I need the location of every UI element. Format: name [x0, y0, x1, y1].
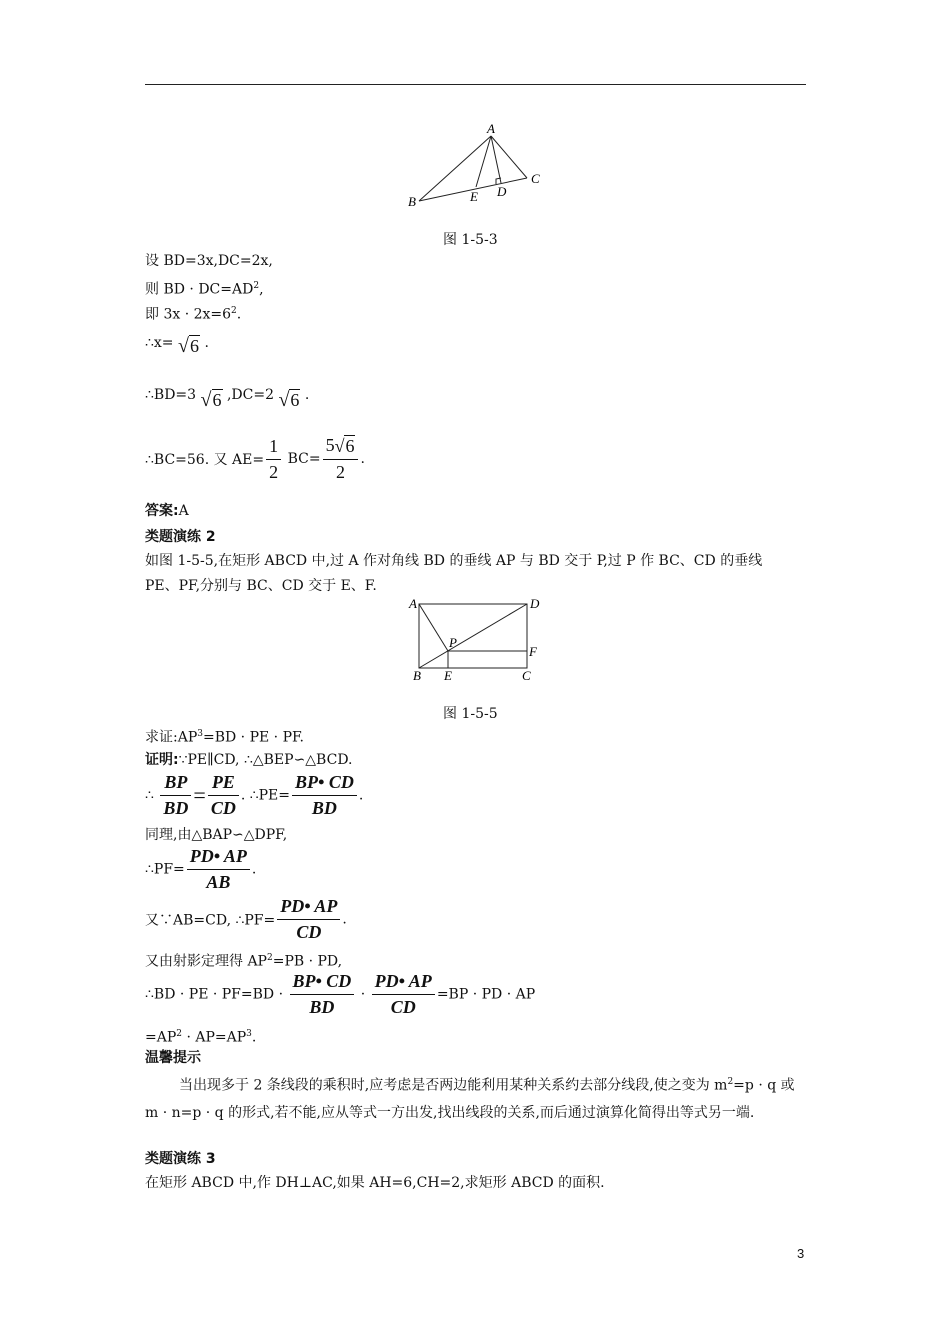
fraction: $\frac{BP• CD}{BD}$	[292, 772, 357, 819]
section-title: 类题演练 2	[145, 529, 216, 545]
text-line: ∴BD · PE · PF=BD · $\frac{BP• CD}{BD}$ · $\frac{PD• AP}{CD}$ =BP · PD · AP	[145, 971, 536, 1017]
figure-1-5-3	[400, 118, 560, 214]
sqrt: √6	[178, 335, 199, 357]
text-line: 则 BD · $DC=AD^2$,	[145, 281, 264, 298]
text-line: ∴BC=56. 又 AE= $\frac{1}{2}$ BC= $\frac{5√6}{2}$ .	[145, 435, 365, 483]
fraction: $\frac{PD• AP}{CD}$	[372, 971, 435, 1018]
fraction: $\frac{PE}{CD}$	[208, 772, 239, 819]
text-line: ∴x= √6 .	[145, 335, 209, 357]
text-line: 即 $3x \cdot 2x=6^2$.	[145, 306, 242, 323]
label-B: B	[413, 668, 421, 683]
text-line: ∴BD=3 √6 ,DC=2 √6 .	[145, 387, 310, 411]
label-A: A	[409, 596, 417, 611]
text-line: 设 BD=3x,DC=2x,	[145, 253, 273, 269]
label-A: A	[487, 121, 495, 136]
label-C: C	[531, 171, 540, 186]
figure-1-5-5	[405, 594, 550, 686]
text-line: 求证$:AP^3=BD$ · PE · PF.	[145, 729, 304, 746]
fraction: $\frac{BP}{BD}$	[160, 772, 191, 819]
sqrt: √6	[278, 389, 300, 411]
label-E: E	[470, 189, 478, 204]
text-line: 又由射影定理得 $AP^2=PB$ · PD,	[145, 953, 343, 970]
text-line: 如图 1-5-5,在矩形 ABCD 中,过 A 作对角线 BD 的垂线 AP 与 BD 交于 P,过 P 作 BC、CD 的垂线	[145, 553, 763, 569]
label-E: E	[444, 668, 452, 683]
text-line: 证明:∵PE∥CD, ∴△BEP∽△BCD.	[145, 752, 353, 768]
label-D: D	[530, 596, 540, 611]
answer: 答案:A	[145, 503, 189, 519]
text-line: PE、PF,分别与 BC、CD 交于 E、F.	[145, 578, 377, 594]
text-line: $=AP^2 \cdot AP=AP^3$.	[145, 1029, 257, 1046]
section-title: 类题演练 3	[145, 1151, 216, 1167]
fraction: $\frac{PD• AP}{AB}$	[187, 846, 250, 893]
figure-caption: 图 1-5-3	[443, 232, 498, 248]
section-title: 温馨提示	[145, 1050, 201, 1066]
text-line: ∴PF= $\frac{PD• AP}{AB}$ .	[145, 846, 257, 892]
figure-caption: 图 1-5-5	[443, 706, 498, 722]
fraction: $\frac{PD• AP}{CD}$	[277, 896, 340, 943]
tip-paragraph: 当出现多于 2 条线段的乘积时,应考虑是否两边能利用某种关系约去部分线段,使之变为 $m^2=p \cdot q$ 或 m · n=p · q 的形式,若不能,应从等式一方出发,找出线段的关系,而后通过演算化简得出等式另一端.	[145, 1077, 795, 1121]
label-P: P	[449, 635, 457, 650]
text-line: ∴ $\frac{BP}{BD}$ = $\frac{PE}{CD}$ . ∴PE= $\frac{BP• CD}{BD}$ .	[145, 772, 364, 818]
label-D: D	[497, 184, 507, 199]
page-number: 3	[797, 1246, 805, 1261]
label-F: F	[529, 644, 537, 659]
fraction: $\frac{1}{2}$	[266, 436, 281, 483]
label-B: B	[408, 194, 416, 209]
sqrt: √6	[200, 389, 222, 411]
label-C: C	[522, 668, 531, 683]
text-line: 又∵AB=CD, ∴PF= $\frac{PD• AP}{CD}$ .	[145, 896, 347, 942]
header-rule	[145, 84, 806, 85]
text-line: 同理,由△BAP∽△DPF,	[145, 827, 288, 843]
text-line: 在矩形 ABCD 中,作 DH⊥AC,如果 AH=6,CH=2,求矩形 ABCD 的面积.	[145, 1175, 605, 1191]
fraction: $\frac{BP• CD}{BD}$	[290, 971, 355, 1018]
fraction: $\frac{5√6}{2}$	[323, 435, 359, 483]
